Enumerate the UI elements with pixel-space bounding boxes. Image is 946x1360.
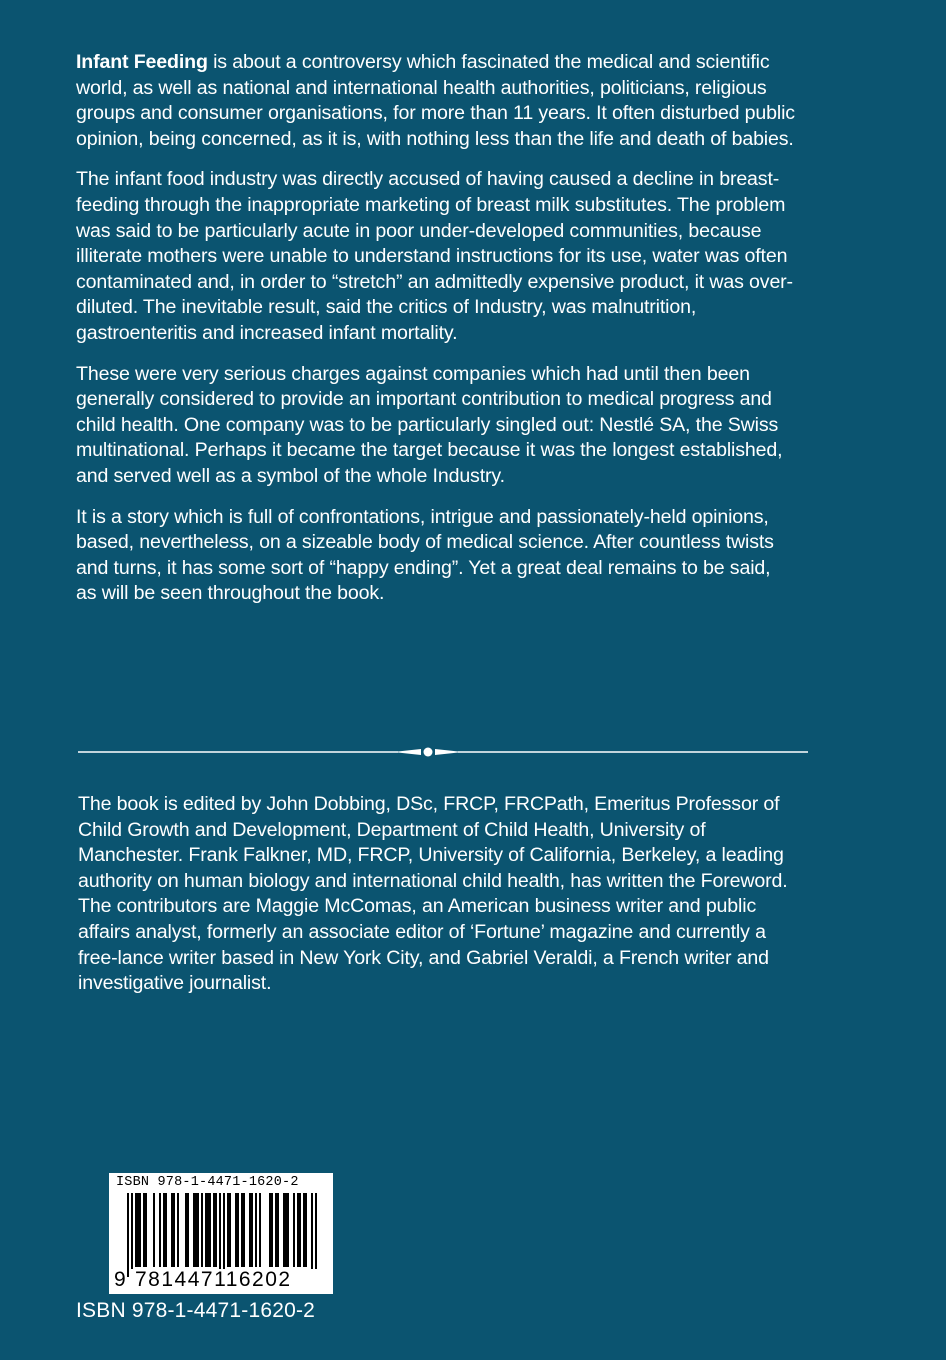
barcode-bar xyxy=(135,1193,137,1267)
barcode-bar xyxy=(277,1193,279,1267)
barcode-bar xyxy=(215,1193,217,1267)
barcode-bar xyxy=(187,1193,189,1267)
barcode-bar xyxy=(249,1193,251,1267)
barcode-bar xyxy=(237,1193,239,1267)
barcode-bar xyxy=(197,1193,199,1267)
barcode-bar xyxy=(137,1193,139,1267)
barcode-bar xyxy=(131,1193,133,1277)
barcode-bar xyxy=(283,1193,285,1267)
blurb-paragraph-3: These were very serious charges against companies which had until then been generally considered to provide an important contribution to medical progress and child health. One company was to be particularly singled out: Nestlé SA, the Swiss multinational. Perhaps it became the target because it was the longest established, and served well as a symbol of the whole Industry. xyxy=(76,362,783,487)
barcode-bar xyxy=(139,1193,141,1267)
barcode-bar xyxy=(251,1193,253,1267)
barcode-bar xyxy=(143,1193,145,1267)
isbn-text: ISBN 978-1-4471-1620-2 xyxy=(76,1299,316,1322)
isbn-barcode xyxy=(109,1173,333,1294)
barcode-bar xyxy=(201,1193,203,1267)
barcode-bar xyxy=(275,1193,277,1267)
barcode-bar xyxy=(163,1193,165,1267)
barcode-bar xyxy=(241,1193,243,1267)
barcode-bar xyxy=(185,1193,187,1267)
barcode-bar xyxy=(303,1193,305,1267)
ornamental-divider xyxy=(78,742,808,762)
barcode-bar xyxy=(209,1193,211,1267)
barcode-bar xyxy=(305,1193,307,1267)
barcode-bar xyxy=(269,1193,271,1267)
barcode-bar xyxy=(293,1193,295,1267)
barcode-bar xyxy=(271,1193,273,1267)
barcode-bar xyxy=(153,1193,155,1267)
barcode-bar xyxy=(311,1193,313,1277)
barcode-bar xyxy=(145,1193,147,1267)
barcode-bar xyxy=(127,1193,129,1277)
barcode-bar xyxy=(219,1193,221,1277)
editors-paragraph: The book is edited by John Dobbing, DSc, FRCP, FRCPath, Emeritus Professor of Child Growth and Development, Department of Child Health, University of Manchester. Frank Falkner, MD, FRCP, University of California, Berkeley, a leading authority on human biology and international child health, has written the Foreword. The contributors are Maggie McComas, an American business writer and public affairs analyst, formerly an associate editor of ‘Fortune’ magazine and currently a free-lance writer based in New York City, and Gabriel Veraldi, a French writer and investigative journalist. xyxy=(78,793,788,995)
back-cover-blurb xyxy=(76,50,796,622)
barcode-bar xyxy=(227,1193,229,1267)
blurb-paragraph-1-text: is about a controversy which fascinated the medical and scientific world, as well as national and international health authorities, politicians, religious groups and consumer organisations, for more than 11 years. It often disturbed public opinion, being concerned, as it is, with nothing less than the life and death of babies. xyxy=(76,51,795,150)
barcode-digits: 781447116202 xyxy=(131,1269,331,1291)
blurb-paragraph-1 xyxy=(76,50,796,152)
barcode-bar xyxy=(173,1193,175,1267)
barcode-bar xyxy=(177,1193,179,1267)
blurb-paragraph-2: The infant food industry was directly accused of having caused a decline in breast-feeding through the inappropriate marketing of breast milk substitutes. The problem was said to be particularly acute in poor under-developed communities, because illiterate mothers were unable to understand instructions for its use, water was often contaminated and, in order to “stretch” an admittedly expensive product, it was over-diluted. The inevitable result, said the critics of Industry, was malnutrition, gastroenteritis and increased infant mortality. xyxy=(76,168,793,344)
barcode-bar xyxy=(297,1193,299,1267)
barcode-bar xyxy=(287,1193,289,1267)
barcode-bar xyxy=(159,1193,161,1267)
barcode-bar xyxy=(259,1193,261,1267)
barcode-bar xyxy=(205,1193,207,1267)
barcode-bar xyxy=(255,1193,257,1267)
barcode-isbn-label: ISBN 978-1-4471-1620-2 xyxy=(116,1175,299,1190)
barcode-bar xyxy=(193,1193,195,1267)
blurb-paragraph-4: It is a story which is full of confrontations, intrigue and passionately-held opinions, based, nevertheless, on a sizeable body of medical science. After countless twists and turns, it has some sort of “happy ending”. Yet a great deal remains to be said, as will be seen throughout the book. xyxy=(76,505,774,605)
barcode-bar xyxy=(165,1193,167,1267)
barcode-bar xyxy=(235,1193,237,1267)
barcode-lead-digit: 9 xyxy=(114,1268,126,1291)
barcode-bar xyxy=(243,1193,245,1267)
barcode-bar xyxy=(195,1193,197,1267)
barcode-bar xyxy=(223,1193,225,1277)
barcode-bar xyxy=(207,1193,209,1267)
barcode-bar xyxy=(213,1193,215,1267)
barcode-bar xyxy=(285,1193,287,1267)
barcode-bar xyxy=(299,1193,301,1267)
barcode-bar xyxy=(171,1193,173,1267)
book-title: Infant Feeding xyxy=(76,51,208,73)
barcode-bar xyxy=(315,1193,317,1277)
barcode-bar xyxy=(229,1193,231,1267)
